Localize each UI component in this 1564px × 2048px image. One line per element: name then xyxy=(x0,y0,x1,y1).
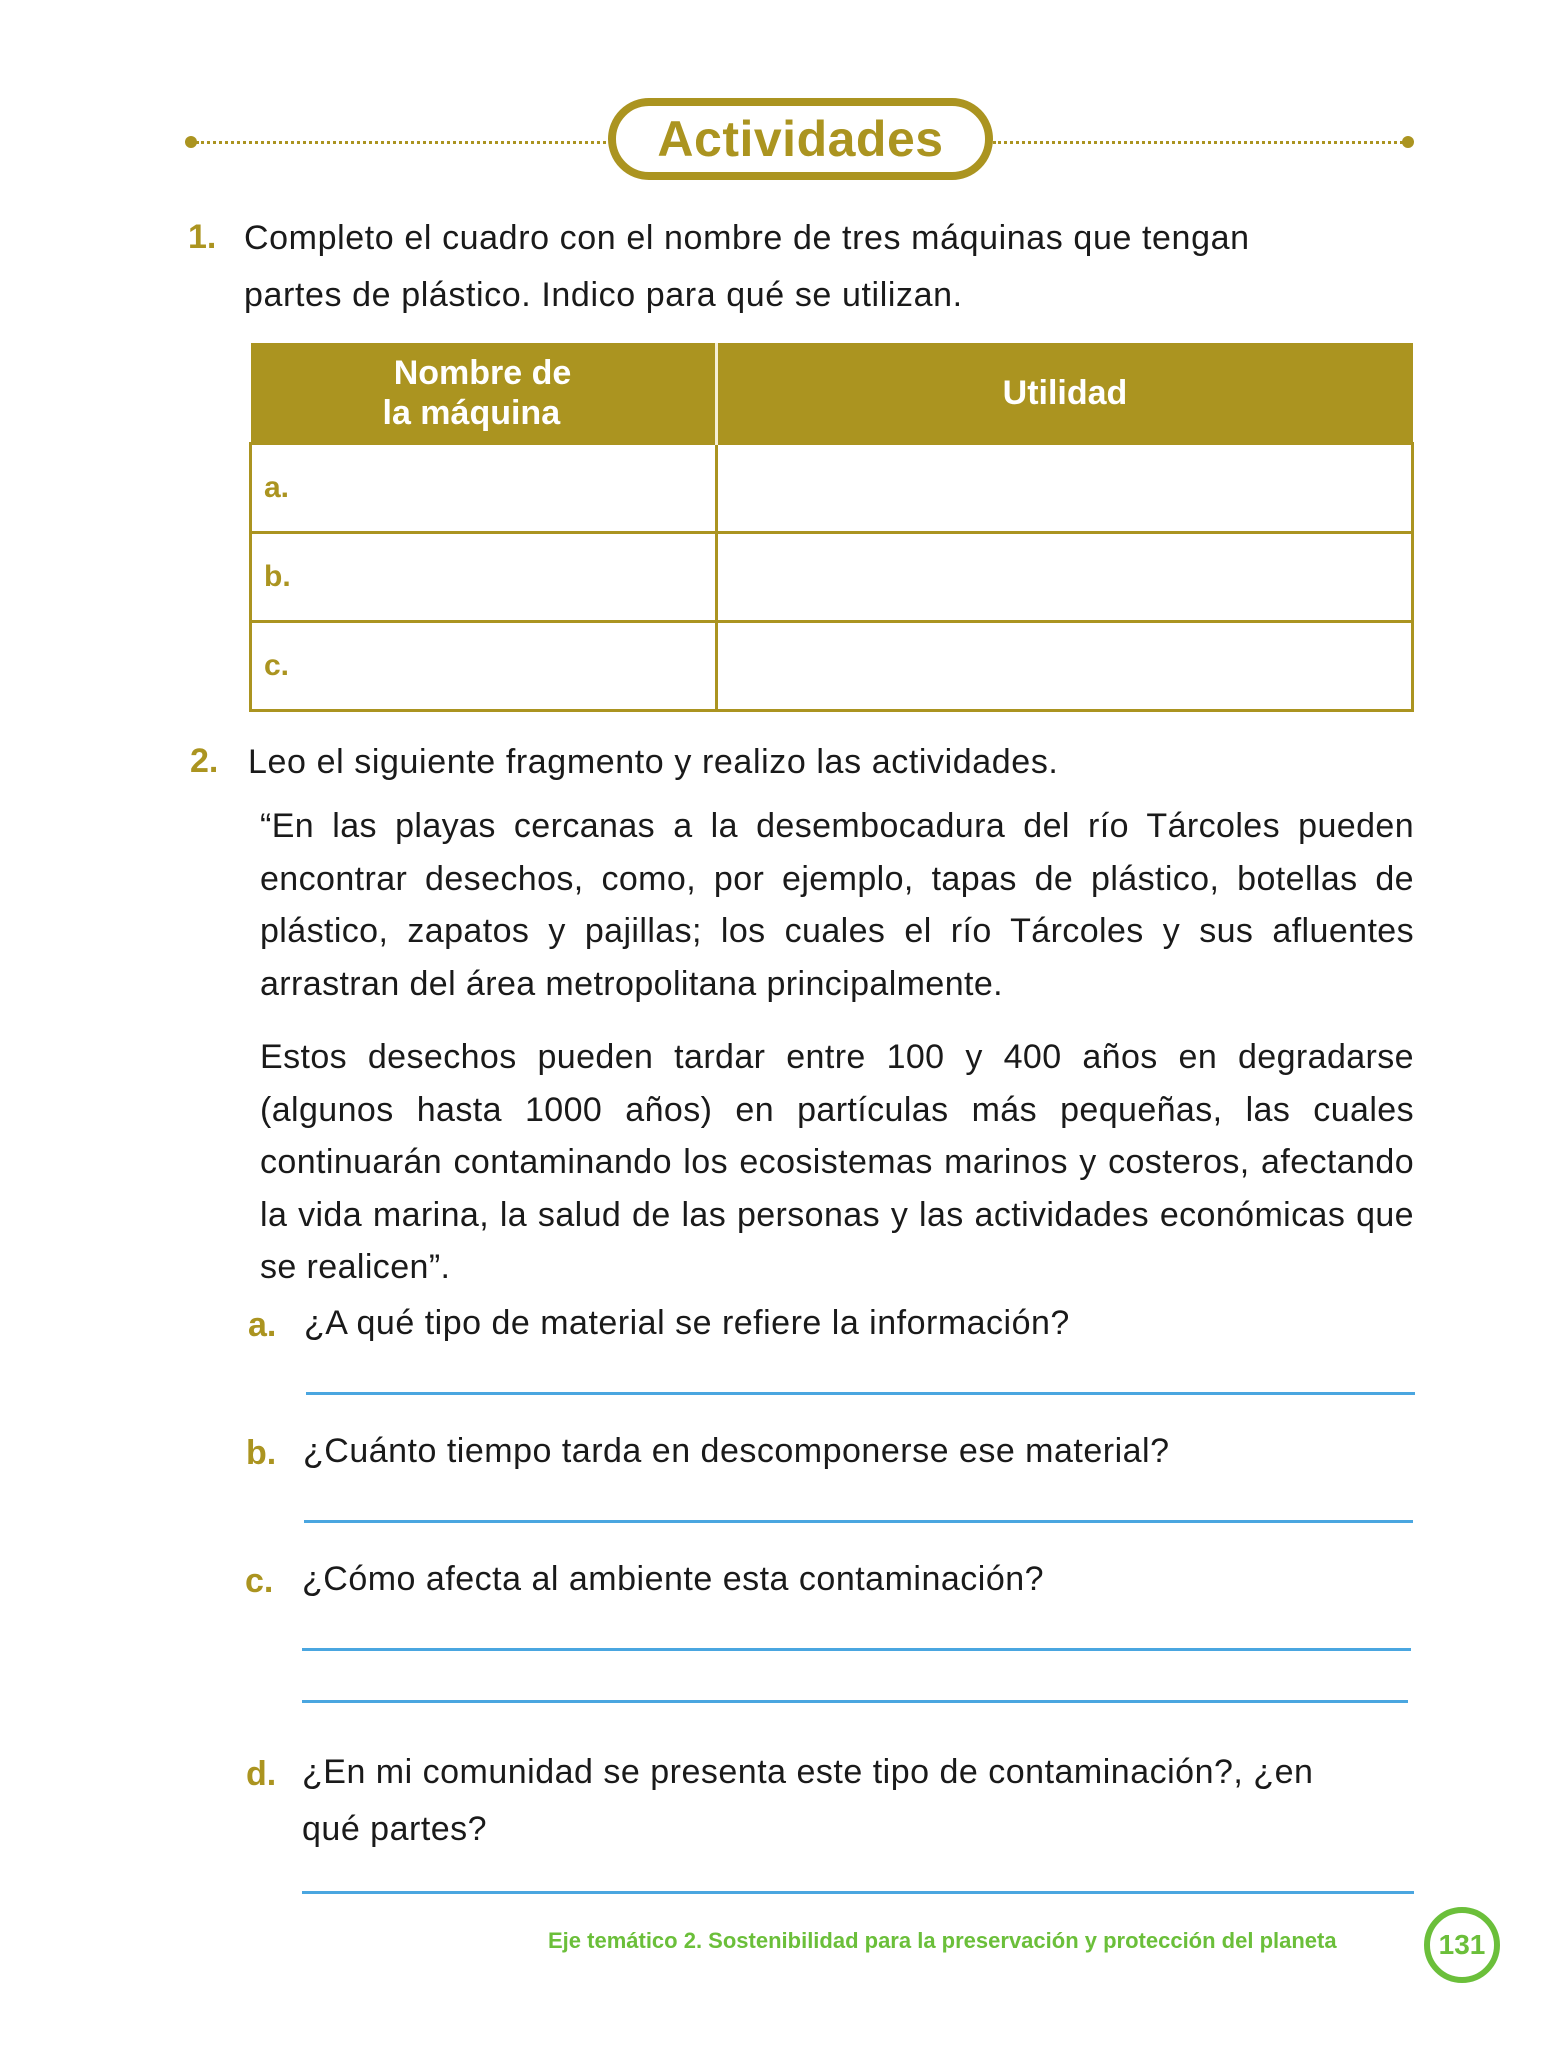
machine-name-cell-a[interactable] xyxy=(251,444,717,533)
quote-paragraph-1: “En las playas cercanas a la desembocadura del río Tárcoles pueden encontrar desechos, como, por ejemplo, tapas de plástico, botellas de plástico, zapatos y pajillas; los cuales el río Tárcoles y sus afluentes arrastran del área metropolitana principalmente. xyxy=(260,807,1414,1003)
activity-2-number: 2. xyxy=(190,742,219,780)
row-label: a. xyxy=(264,471,290,504)
table-row xyxy=(251,444,1413,533)
machines-table xyxy=(249,343,1414,712)
table-row xyxy=(251,622,1413,711)
divider-end-dot-left xyxy=(185,136,197,148)
answer-line-c-2[interactable] xyxy=(302,1700,1408,1703)
quote-paragraph-2: Estos desechos pueden tardar entre 100 y 400 años en degradarse (algunos hasta 1000 años) en partículas más pequeñas, las cuales continuarán contaminando los ecosistemas marinos y costeros, afectando la vida marina, la salud de las personas y las actividades económicas que se realicen”. xyxy=(260,1038,1414,1286)
page-number: 131 xyxy=(1438,1929,1486,1960)
question-a-label: a. xyxy=(248,1306,277,1344)
header-utility: Utilidad xyxy=(716,343,1413,444)
footer-theme-text: Eje temático 2. Sostenibilidad para la preservación y protección del planeta xyxy=(548,1928,1337,1953)
row-label: c. xyxy=(264,649,290,682)
question-d-text-line1: ¿En mi comunidad se presenta este tipo de contaminación?, ¿en xyxy=(302,1753,1314,1791)
activity-2-instruction: Leo el siguiente fragmento y realizo las actividades. xyxy=(248,743,1059,781)
activity-1-instruction-line2: partes de plástico. Indico para qué se utilizan. xyxy=(244,276,963,314)
activity-1-number: 1. xyxy=(188,218,217,256)
table-row xyxy=(251,533,1413,622)
machine-name-cell-b[interactable] xyxy=(251,533,717,622)
question-d-text-line2: qué partes? xyxy=(302,1810,488,1848)
header-divider-right xyxy=(993,141,1403,144)
header-divider-left xyxy=(196,141,606,144)
question-c-text: ¿Cómo afecta al ambiente esta contaminación? xyxy=(302,1560,1045,1598)
header-machine-name-line2: la máquina xyxy=(382,393,561,432)
question-a-text: ¿A qué tipo de material se refiere la información? xyxy=(304,1304,1070,1342)
section-title-badge xyxy=(608,98,993,180)
answer-line-c-1[interactable] xyxy=(302,1648,1411,1651)
table-header-row xyxy=(251,343,1413,444)
divider-end-dot-right xyxy=(1402,136,1414,148)
header-machine-name-line1: Nombre de xyxy=(393,353,572,392)
utility-cell-c[interactable] xyxy=(716,622,1413,711)
header-machine-name xyxy=(251,343,717,444)
answer-line-a[interactable] xyxy=(306,1392,1415,1395)
question-d-label: d. xyxy=(246,1755,277,1793)
question-b-label: b. xyxy=(246,1434,277,1472)
activity-1-instruction-line1: Completo el cuadro con el nombre de tres máquinas que tengan xyxy=(244,219,1250,257)
answer-line-b[interactable] xyxy=(304,1520,1413,1523)
row-label: b. xyxy=(264,560,291,593)
question-c-label: c. xyxy=(245,1562,274,1600)
question-b-text: ¿Cuánto tiempo tarda en descomponerse ese material? xyxy=(303,1432,1170,1470)
answer-line-d[interactable] xyxy=(302,1891,1414,1894)
utility-cell-a[interactable] xyxy=(716,444,1413,533)
section-title: Actividades xyxy=(657,111,944,167)
page-number-badge xyxy=(1424,1907,1500,1983)
machine-name-cell-c[interactable] xyxy=(251,622,717,711)
utility-cell-b[interactable] xyxy=(716,533,1413,622)
